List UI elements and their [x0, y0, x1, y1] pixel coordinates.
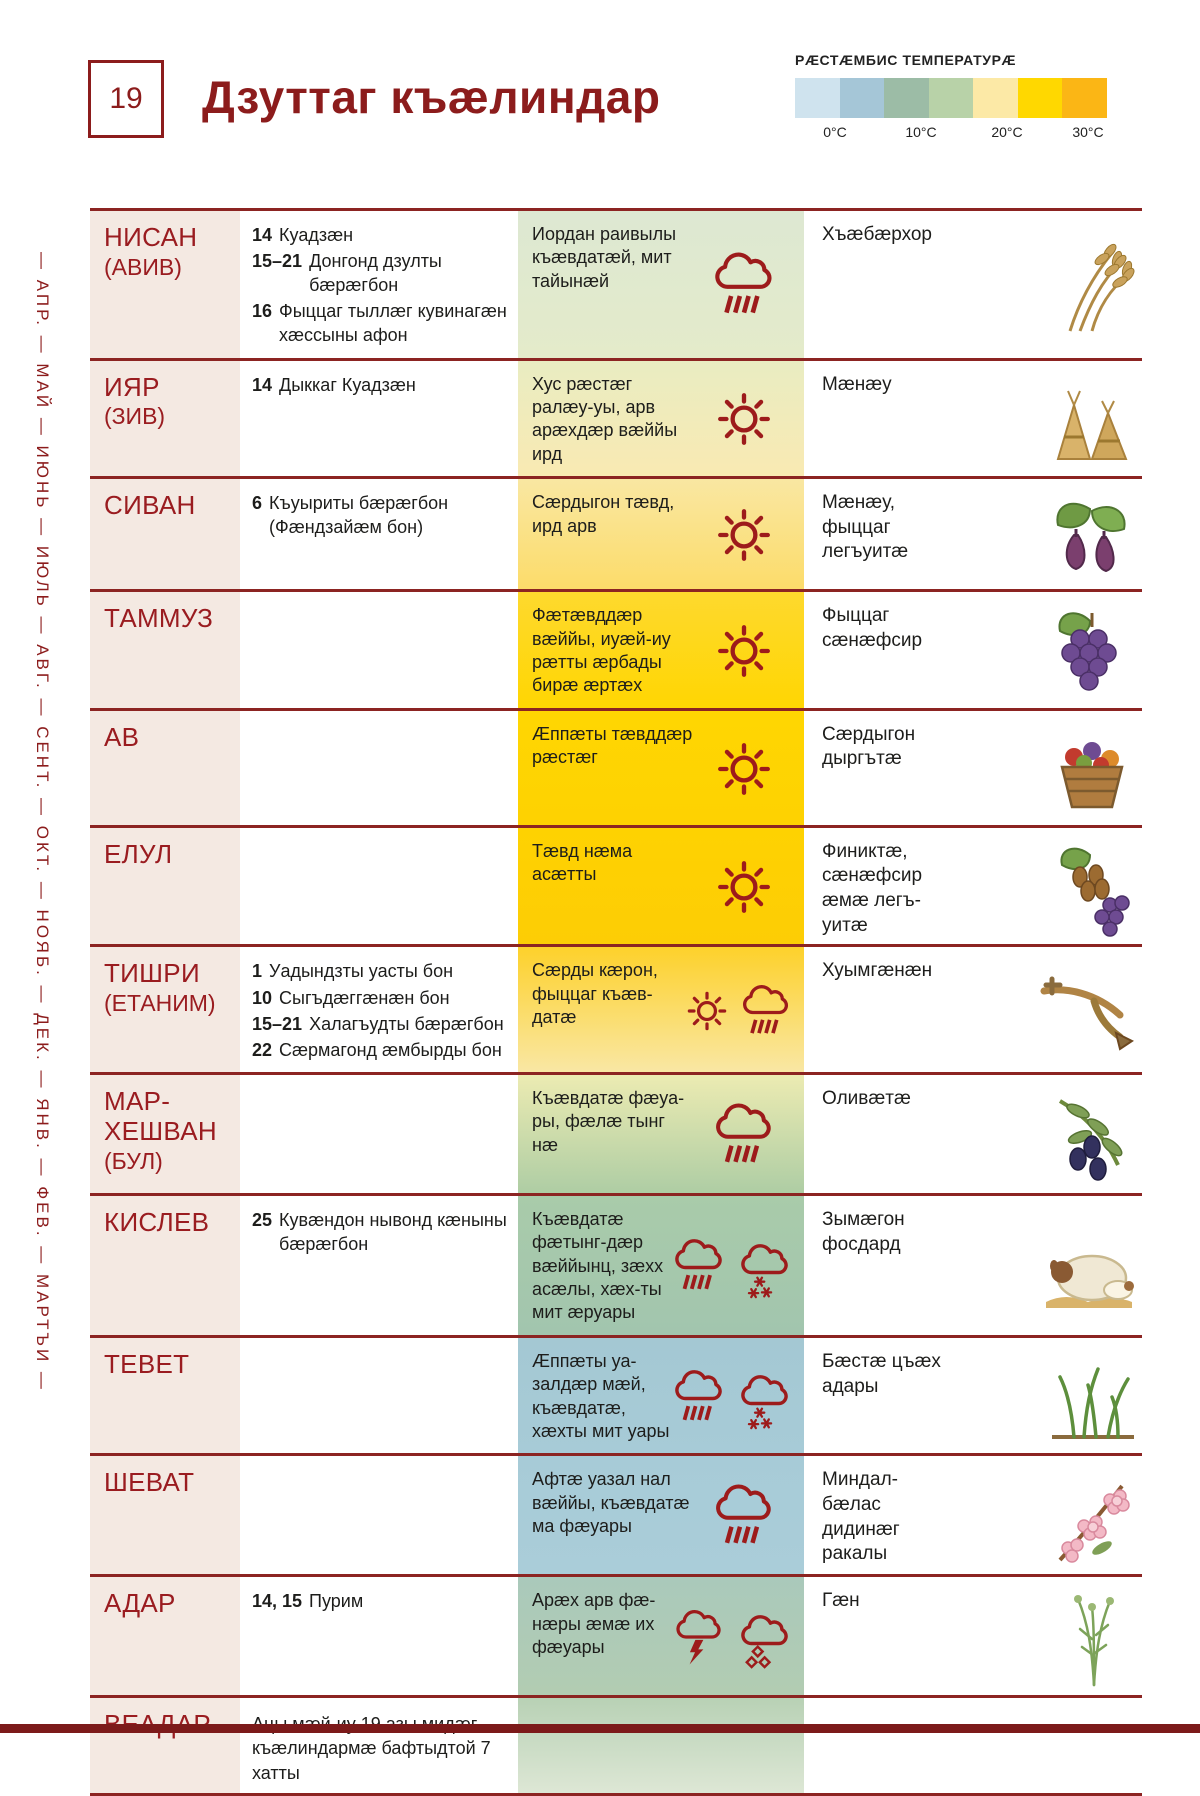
date-number: 22 [252, 1039, 273, 1060]
leap-month-note: къæлиндармæ бафтыдтой 7 хатты [252, 1738, 491, 1783]
weather-cell [518, 592, 804, 708]
dates-cell [240, 711, 518, 825]
product-cell [804, 1577, 1142, 1695]
dates-cell [240, 947, 518, 1071]
lightning-cloud-icon [670, 1608, 728, 1666]
table-row [90, 1695, 1142, 1792]
date-text: Куадзæн [279, 225, 354, 245]
rain-cloud-icon [709, 250, 779, 320]
date-number: 14 [252, 225, 273, 245]
date-number: 6 [252, 493, 263, 514]
product-text: Зымæгон фосдард [822, 1208, 905, 1255]
product-cell [804, 211, 1142, 358]
legend-label-20c: 20°C [991, 124, 1023, 140]
legend-swatch [884, 78, 929, 118]
dates-cell [240, 211, 518, 358]
table-row [90, 944, 1142, 1071]
month-name: ШЕВАТ [104, 1467, 195, 1498]
product-text: Мæнæу [822, 373, 892, 395]
date-number: 10 [252, 987, 273, 1008]
date-text: Кувæндон нывонд кæныны бæрæгбон [279, 1209, 507, 1254]
month-cell [90, 947, 240, 1071]
weather-cell [518, 1338, 804, 1454]
month-name: СИВАН [104, 490, 196, 521]
date-number: 16 [252, 301, 273, 322]
product-cell [804, 592, 1142, 708]
weather-text: Сæрды кæрон, фыццаг къæв-датæ [532, 960, 658, 1028]
rain-cloud-icon [710, 1482, 778, 1550]
date-number: 15–21 [252, 251, 303, 272]
dates-cell [240, 361, 518, 477]
legend-swatch [929, 78, 974, 118]
temperature-legend [795, 52, 1107, 146]
month-alt-name: (АВИВ) [104, 253, 182, 280]
date-text: Сыгъдæггæнæн бон [279, 987, 450, 1008]
legend-swatch [1062, 78, 1107, 118]
calendar-table [90, 208, 1142, 1796]
month-cell [90, 211, 240, 358]
table-row [90, 589, 1142, 708]
dates-and-grapes-illustration [1044, 841, 1140, 937]
legend-label-10c: 10°C [905, 124, 937, 140]
product-cell [804, 1338, 1142, 1454]
month-name: АВ [104, 721, 140, 752]
month-cell [90, 592, 240, 708]
month-cell [90, 711, 240, 825]
month-name: КИСЛЕВ [104, 1206, 210, 1237]
weather-cell [518, 1075, 804, 1193]
month-name: НИСАН [104, 222, 198, 252]
page-number-box [88, 60, 164, 138]
weather-text: Афтæ уазал нал вæййы, къæвдатæ ма фæуары [532, 1469, 690, 1537]
month-alt-name: (БУЛ) [104, 1147, 163, 1174]
date-text: Уадындзты уасты бон [269, 961, 454, 982]
product-text: Сæрдыгон дыргътæ [822, 723, 916, 770]
hay-sheaves-illustration [1040, 375, 1140, 467]
sun-icon [713, 738, 775, 800]
date-text: Донгонд дзулты бæрæгбон [309, 251, 442, 296]
date-number: 25 [252, 1209, 273, 1230]
product-text: Финиктæ, сæнæфсир æмæ легъ-уитæ [822, 840, 923, 936]
fruit-basket-illustration [1040, 723, 1140, 819]
plough-illustration [1036, 967, 1140, 1059]
month-alt-name: (ЗИВ) [104, 403, 166, 430]
table-row [90, 1574, 1142, 1695]
month-cell [90, 1338, 240, 1454]
month-name: ТЕВЕТ [104, 1348, 190, 1379]
month-cell [90, 1456, 240, 1574]
legend-label-30c: 30°C [1072, 124, 1104, 140]
rain-cloud-icon [670, 1237, 728, 1295]
weather-cell [518, 1456, 804, 1574]
weather-text: Æппæты тæвддæр рæстæг [532, 723, 693, 768]
sun-icon [684, 988, 730, 1034]
table-row [90, 825, 1142, 945]
date-text: Дыккаг Куадзæн [279, 374, 416, 395]
rain-cloud-icon [670, 1368, 728, 1426]
snow-cloud-icon [736, 1373, 794, 1431]
month-cell [90, 1075, 240, 1193]
table-row [90, 708, 1142, 825]
weather-cell [518, 828, 804, 945]
table-row [90, 358, 1142, 477]
dates-cell [240, 592, 518, 708]
product-text: Хуымгæнæн [822, 960, 933, 982]
month-cell [90, 479, 240, 589]
dates-cell [240, 479, 518, 589]
month-cell [90, 1577, 240, 1695]
dates-cell [240, 1338, 518, 1454]
weather-cell [518, 211, 804, 358]
dates-cell [240, 1577, 518, 1695]
weather-text: Къæвдатæ фæуа-ры, фæлæ тынг нæ [532, 1087, 685, 1155]
green-shoots-illustration [1044, 1353, 1140, 1445]
legend-label-0c: 0°C [823, 124, 847, 140]
weather-cell [518, 1577, 804, 1695]
flax-illustration [1048, 1589, 1140, 1689]
date-number: 14, 15 [252, 1591, 303, 1612]
date-number: 14 [252, 374, 273, 395]
page-number: 19 [109, 82, 143, 115]
figs-illustration [1040, 491, 1140, 583]
sheep-illustration [1036, 1224, 1140, 1312]
almond-blossom-illustration [1044, 1468, 1140, 1568]
weather-text: Сæрдыгон тæвд, ирд арв [532, 492, 675, 536]
legend-swatch [795, 78, 840, 118]
date-text: Къуыриты бæрæгбон (Фæндзайæм бон) [269, 493, 449, 538]
month-alt-name: (ЕТАНИМ) [104, 990, 216, 1017]
date-number: 15–21 [252, 1013, 303, 1034]
weather-text: Фæтæвддæр вæййы, иуæй-иу рæтты æрбады бирæ æртæх [532, 605, 671, 696]
month-name: ЕЛУЛ [104, 838, 173, 869]
weather-text: Арæх арв фæ-нæры æмæ их фæуары [532, 1590, 656, 1658]
table-row [90, 1335, 1142, 1454]
month-cell [90, 828, 240, 945]
month-cell [90, 1196, 240, 1335]
table-row [90, 208, 1142, 358]
dates-cell [240, 1075, 518, 1193]
product-cell [804, 479, 1142, 589]
month-cell [90, 1698, 240, 1792]
dates-cell [240, 1456, 518, 1574]
weather-text: Къæвдатæ фæтынг-дæр вæййынц, зæхх асæлы, хæх-ты мит æруары [532, 1208, 664, 1323]
date-text: Халагъудты бæрæгбон [309, 1013, 504, 1034]
sun-icon [713, 856, 775, 918]
product-cell [804, 1698, 1142, 1792]
product-cell [804, 947, 1142, 1071]
legend-swatches [795, 78, 1107, 118]
product-text: Оливæтæ [822, 1087, 911, 1109]
weather-cell [518, 479, 804, 589]
table-row [90, 476, 1142, 589]
month-name: МАР-ХЕШВАН [104, 1085, 217, 1146]
weather-cell [518, 1196, 804, 1335]
wheat-illustration [1040, 239, 1140, 335]
weather-cell [518, 711, 804, 825]
weather-cell [518, 947, 804, 1071]
legend-swatch [840, 78, 885, 118]
month-name: АДАР [104, 1588, 176, 1619]
table-row [90, 1193, 1142, 1335]
legend-swatch [1018, 78, 1063, 118]
sun-icon [713, 620, 775, 682]
grapes-illustration [1040, 605, 1140, 701]
product-text: Фыццаг сæнæфсир [822, 605, 923, 651]
page-title: Дзуттаг къæлиндар [202, 71, 661, 123]
product-text: Гæн [822, 1590, 860, 1612]
month-cell [90, 361, 240, 477]
product-text: Мæнæу, фыццаг легъуитæ [822, 492, 909, 563]
month-name: ТИШРИ [104, 958, 200, 989]
page-bottom-band [0, 1724, 1200, 1733]
date-text: Пурим [309, 1591, 364, 1612]
snow-cloud-icon [736, 1242, 794, 1300]
product-cell [804, 711, 1142, 825]
month-name: ТАММУЗ [104, 603, 214, 634]
product-cell [804, 1456, 1142, 1574]
weather-text: Тæвд нæма асæтты [532, 840, 633, 885]
weather-text: Æппæты уа-залдæр мæй, къæвдатæ, хæхты мит уары [532, 1350, 670, 1441]
dates-cell [240, 1196, 518, 1335]
product-text: Бæстæ цъæх адары [822, 1350, 941, 1397]
legend-scale-labels [795, 124, 1107, 146]
dates-cell [240, 1698, 518, 1792]
product-cell [804, 1196, 1142, 1335]
dates-cell [240, 828, 518, 945]
rain-cloud-icon [710, 1101, 778, 1169]
legend-swatch [973, 78, 1018, 118]
date-text: Фыццаг тыллæг кувинагæн хæссыны афон [279, 301, 507, 346]
gregorian-months-sidebar: — АПР. — МАЙ — ИЮНЬ — ИЮЛЬ — АВГ. — СЕНТ. — ОКТ. — НОЯБ. — ДЕК. — ЯНВ. — ФЕВ. — МАРТЪИ — [33, 252, 52, 1392]
weather-text: Иордан раивылы къæвдатæй, мит тайынæй [532, 224, 677, 291]
product-text: Хъæбæрхор [822, 224, 932, 245]
hail-cloud-icon [736, 1613, 794, 1671]
table-row [90, 1072, 1142, 1193]
sun-icon [713, 388, 775, 450]
product-cell [804, 828, 1142, 945]
date-text: Сæрмагонд æмбырды бон [279, 1039, 502, 1060]
weather-text: Хус рæстæг ралæу-уы, арв арæхдæр вæййы ирд [532, 373, 678, 464]
rain-cloud-icon [738, 983, 794, 1039]
weather-cell [518, 1698, 804, 1792]
table-row [90, 1453, 1142, 1574]
date-number: 1 [252, 961, 263, 982]
product-cell [804, 361, 1142, 477]
olives-illustration [1040, 1087, 1140, 1187]
product-cell [804, 1075, 1142, 1193]
legend-title: РÆСТÆМБИС ТЕМПЕРАТУРÆ [795, 52, 1017, 68]
month-name: ИЯР [104, 371, 160, 402]
sun-icon [713, 504, 775, 566]
product-text: Миндал-бæлас дидинæг ракалы [822, 1469, 900, 1565]
weather-cell [518, 361, 804, 477]
